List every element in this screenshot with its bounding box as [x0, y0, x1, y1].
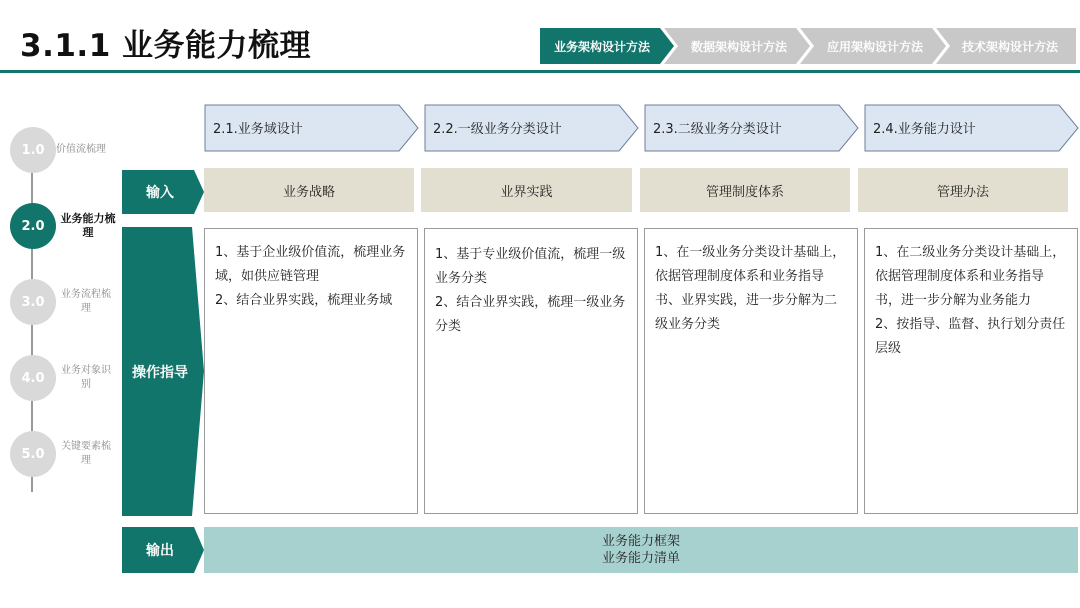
breadcrumb-label: 业务架构设计方法 [553, 40, 651, 54]
stage-label: 2.4.业务能力设计 [873, 122, 976, 137]
input-cell-4: 管理办法 [858, 168, 1068, 212]
guide-item: 2、结合业界实践，梳理一级业务分类 [435, 295, 626, 334]
stage-arrow-1 [204, 104, 420, 152]
stage-label: 2.1.业务域设计 [213, 122, 303, 137]
output-row-label: 输出 [146, 543, 174, 559]
timeline-step-4-circle[interactable]: 4.0 [10, 355, 56, 401]
guide-row-label: 操作指导 [132, 364, 188, 381]
timeline-step-1-label: 价值流梳理 [56, 144, 106, 155]
timeline-step-3-circle[interactable]: 3.0 [10, 279, 56, 325]
guide-item: 1、在二级业务分类设计基础上，依据管理制度体系和业务指导书，进一步分解为业务能力 [875, 245, 1066, 308]
stage-label: 2.3.二级业务分类设计 [653, 122, 782, 137]
breadcrumb-label: 技术架构设计方法 [961, 40, 1059, 54]
breadcrumb-label: 数据架构设计方法 [690, 40, 788, 54]
methodology-breadcrumb [540, 28, 1076, 64]
guide-item: 1、基于企业级价值流，梳理业务域，如供应链管理 [215, 245, 406, 284]
guide-item: 2、结合业界实践，梳理业务域 [215, 293, 393, 308]
timeline-step-5-label: 关键要素梳理 [61, 441, 111, 466]
output-box [204, 527, 1078, 573]
breadcrumb-step-technology[interactable] [936, 28, 1076, 64]
input-cell-1: 业务战略 [204, 168, 414, 212]
input-cell-2: 业界实践 [421, 168, 632, 212]
timeline-step-3-label: 业务流程梳理 [61, 289, 111, 314]
breadcrumb-step-data[interactable] [664, 28, 810, 64]
guide-item: 1、基于专业级价值流，梳理一级业务分类 [435, 247, 626, 286]
output-item: 业务能力清单 [601, 551, 680, 566]
timeline-step-1-circle[interactable]: 1.0 [10, 127, 56, 173]
breadcrumb-step-business[interactable] [540, 28, 674, 64]
guide-cell-3 [644, 228, 858, 514]
page-title: 3.1.1 业务能力梳理 [20, 28, 312, 64]
breadcrumb-step-application[interactable] [800, 28, 946, 64]
guide-item: 2、按指导、监督、执行划分责任层级 [875, 317, 1066, 356]
title-divider [0, 70, 1080, 73]
stage-arrow-2 [424, 104, 640, 152]
stage-arrow-4 [864, 104, 1080, 152]
stage-arrow-3 [644, 104, 860, 152]
output-item: 业务能力框架 [601, 534, 680, 549]
guide-cell-2 [424, 228, 638, 514]
stage-label: 2.2.一级业务分类设计 [433, 122, 562, 137]
input-row-label: 输入 [146, 185, 174, 201]
guide-item: 1、在一级业务分类设计基础上，依据管理制度体系和业务指导书、业界实践，进一步分解为二级业务分类 [655, 245, 846, 332]
timeline-step-2-circle[interactable]: 2.0 [10, 203, 56, 249]
input-cell-3: 管理制度体系 [640, 168, 850, 212]
guide-cell-4 [864, 228, 1078, 514]
breadcrumb-label: 应用架构设计方法 [826, 40, 924, 54]
timeline-step-5-circle[interactable]: 5.0 [10, 431, 56, 477]
guide-cell-1 [204, 228, 418, 514]
timeline-step-2-label: 业务能力梳理 [60, 212, 116, 239]
timeline-step-4-label: 业务对象识别 [61, 365, 111, 390]
